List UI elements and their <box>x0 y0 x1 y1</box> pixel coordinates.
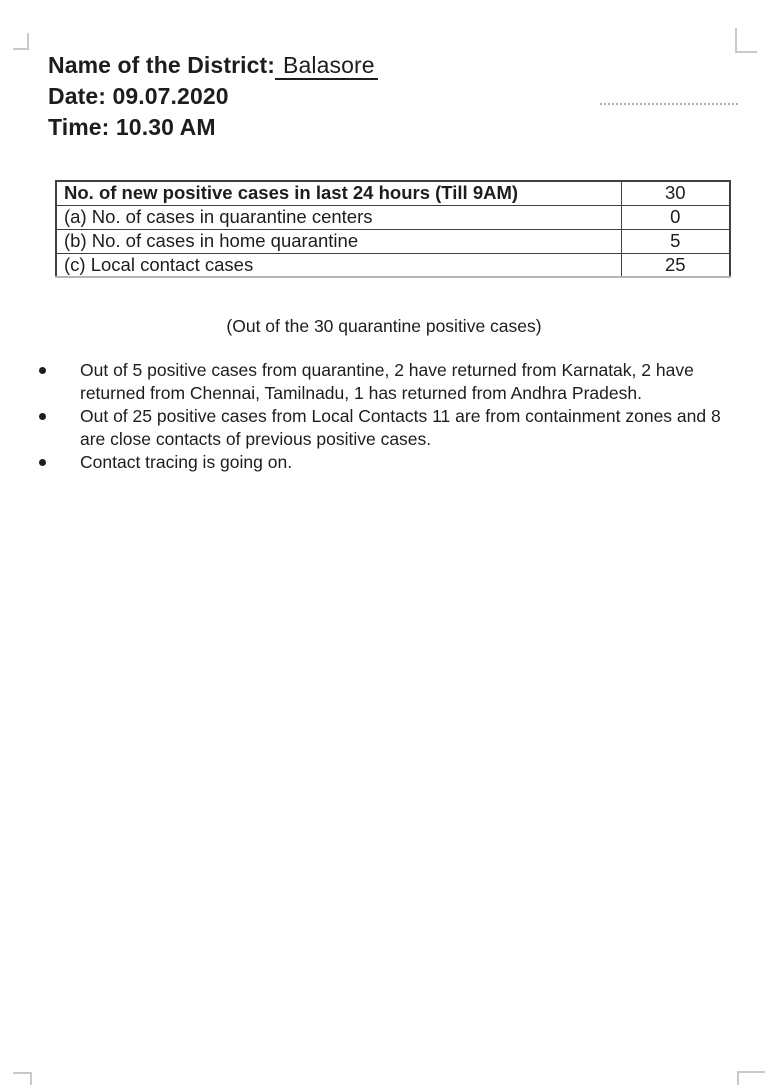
crop-mark-bottom-left-icon <box>13 1072 32 1085</box>
row-value: 5 <box>621 229 730 253</box>
table-row <box>56 205 730 229</box>
crop-mark-bottom-right-icon <box>737 1071 765 1085</box>
table-row <box>56 253 730 277</box>
row-value: 25 <box>621 253 730 277</box>
list-item: Contact tracing is going on. <box>36 451 736 474</box>
document-header <box>48 50 378 143</box>
summary-bullet-list <box>36 359 736 474</box>
district-value: Balasore <box>275 52 378 80</box>
row-label: (c) Local contact cases <box>56 253 621 277</box>
time-line: Time: 10.30 AM <box>48 114 216 140</box>
row-label: No. of new positive cases in last 24 hours (Till 9AM) <box>56 181 621 205</box>
quarantine-note: (Out of the 30 quarantine positive cases) <box>226 316 542 336</box>
list-item: Out of 5 positive cases from quarantine, 2 have returned from Karnatak, 2 have returned from Chennai, Tamilnadu, 1 has returned from Andhra Pradesh. <box>36 359 736 405</box>
district-line <box>48 50 378 81</box>
district-label: Name of the District: <box>48 52 276 78</box>
date-line: Date: 09.07.2020 <box>48 83 229 109</box>
table-row <box>56 181 730 205</box>
row-label: (b) No. of cases in home quarantine <box>56 229 621 253</box>
table-row <box>56 229 730 253</box>
list-item: Out of 25 positive cases from Local Contacts 11 are from containment zones and 8 are close contacts of previous positive cases. <box>36 405 736 451</box>
crop-mark-top-left-icon <box>13 33 29 50</box>
row-value: 0 <box>621 205 730 229</box>
crop-mark-top-right-icon <box>735 28 757 53</box>
cases-table <box>55 180 731 278</box>
row-value: 30 <box>621 181 730 205</box>
row-label: (a) No. of cases in quarantine centers <box>56 205 621 229</box>
dotted-separator-line <box>600 103 738 105</box>
